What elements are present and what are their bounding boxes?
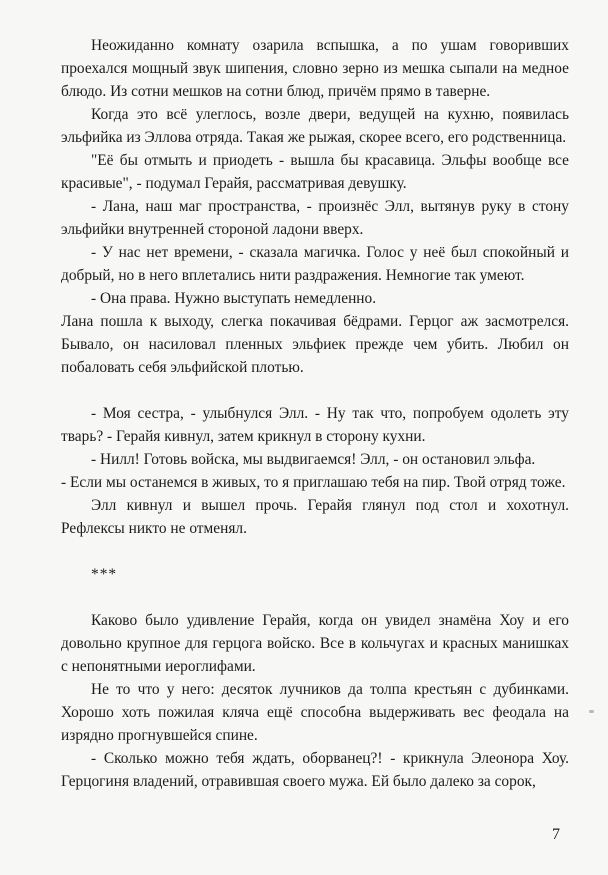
paragraph: - У нас нет времени, - сказала магичка. Голос у неё был спокойный и добрый, но в него вплетались нити раздражения. Немногие так умеют. xyxy=(61,244,569,284)
paragraph: Не то что у него: десяток лучников да толпа крестьян с дубинками. Хорошо хоть пожилая кляча ещё способна выдерживать вес феодала на изрядно прогнувшейся спине. xyxy=(61,681,569,744)
paragraph: - Нилл! Готовь войска, мы выдвигаемся! Элл, - он остановил эльфа. xyxy=(91,451,536,468)
paragraph: Неожиданно комнату озарила вспышка, а по ушам говоривших проехался мощный звук шипения, словно зерно из мешка сыпали на медное блюдо. Из сотни мешков на сотни блюд, причём прямо в таверне. xyxy=(61,37,569,100)
paragraph: - Лана, наш маг пространства, - произнёс Элл, вытянув руку в стону эльфийки внутренней стороной ладони вверх. xyxy=(61,198,569,238)
paragraph: - Сколько можно тебя ждать, оборванец?! - крикнула Элеонора Хоу. Герцогиня владений, отравившая своего мужа. Ей было далеко за сорок, xyxy=(61,750,569,790)
paragraph: - Она права. Нужно выступать немедленно. xyxy=(91,290,377,307)
page-body xyxy=(61,34,569,793)
paragraph: "Её бы отмыть и приодеть - вышла бы красавица. Эльфы вообще все красивые", - подумал Герайя, рассматривая девушку. xyxy=(61,152,569,192)
paragraph: Каково было удивление Герайя, когда он увидел знамёна Хоу и его довольно крупное для герцога войско. Все в кольчугах и красных манишках с непонятными иероглифами. xyxy=(61,612,569,675)
page-number: 7 xyxy=(552,826,560,843)
paragraph: - Если мы останемся в живых, то я приглашаю тебя на пир. Твой отряд тоже. xyxy=(61,474,566,491)
scan-speck xyxy=(589,710,594,713)
paragraph: Когда это всё улеглось, возле двери, ведущей на кухню, появилась эльфийка из Эллова отряда. Такая же рыжая, скорее всего, его родственница. xyxy=(61,106,569,146)
paragraph: Лана пошла к выходу, слегка покачивая бёдрами. Герцог аж засмотрелся. Бывало, он насиловал пленных эльфиек прежде чем убить. Любил он побаловать себя эльфийской плотью. xyxy=(61,313,569,376)
paragraph: Элл кивнул и вышел прочь. Герайя глянул под стол и хохотнул. Рефлексы никто не отменял. xyxy=(61,497,569,537)
section-separator: *** xyxy=(91,566,118,583)
paragraph: - Моя сестра, - улыбнулся Элл. - Ну так что, попробуем одолеть эту тварь? - Герайя кивнул, затем крикнул в сторону кухни. xyxy=(61,405,569,445)
